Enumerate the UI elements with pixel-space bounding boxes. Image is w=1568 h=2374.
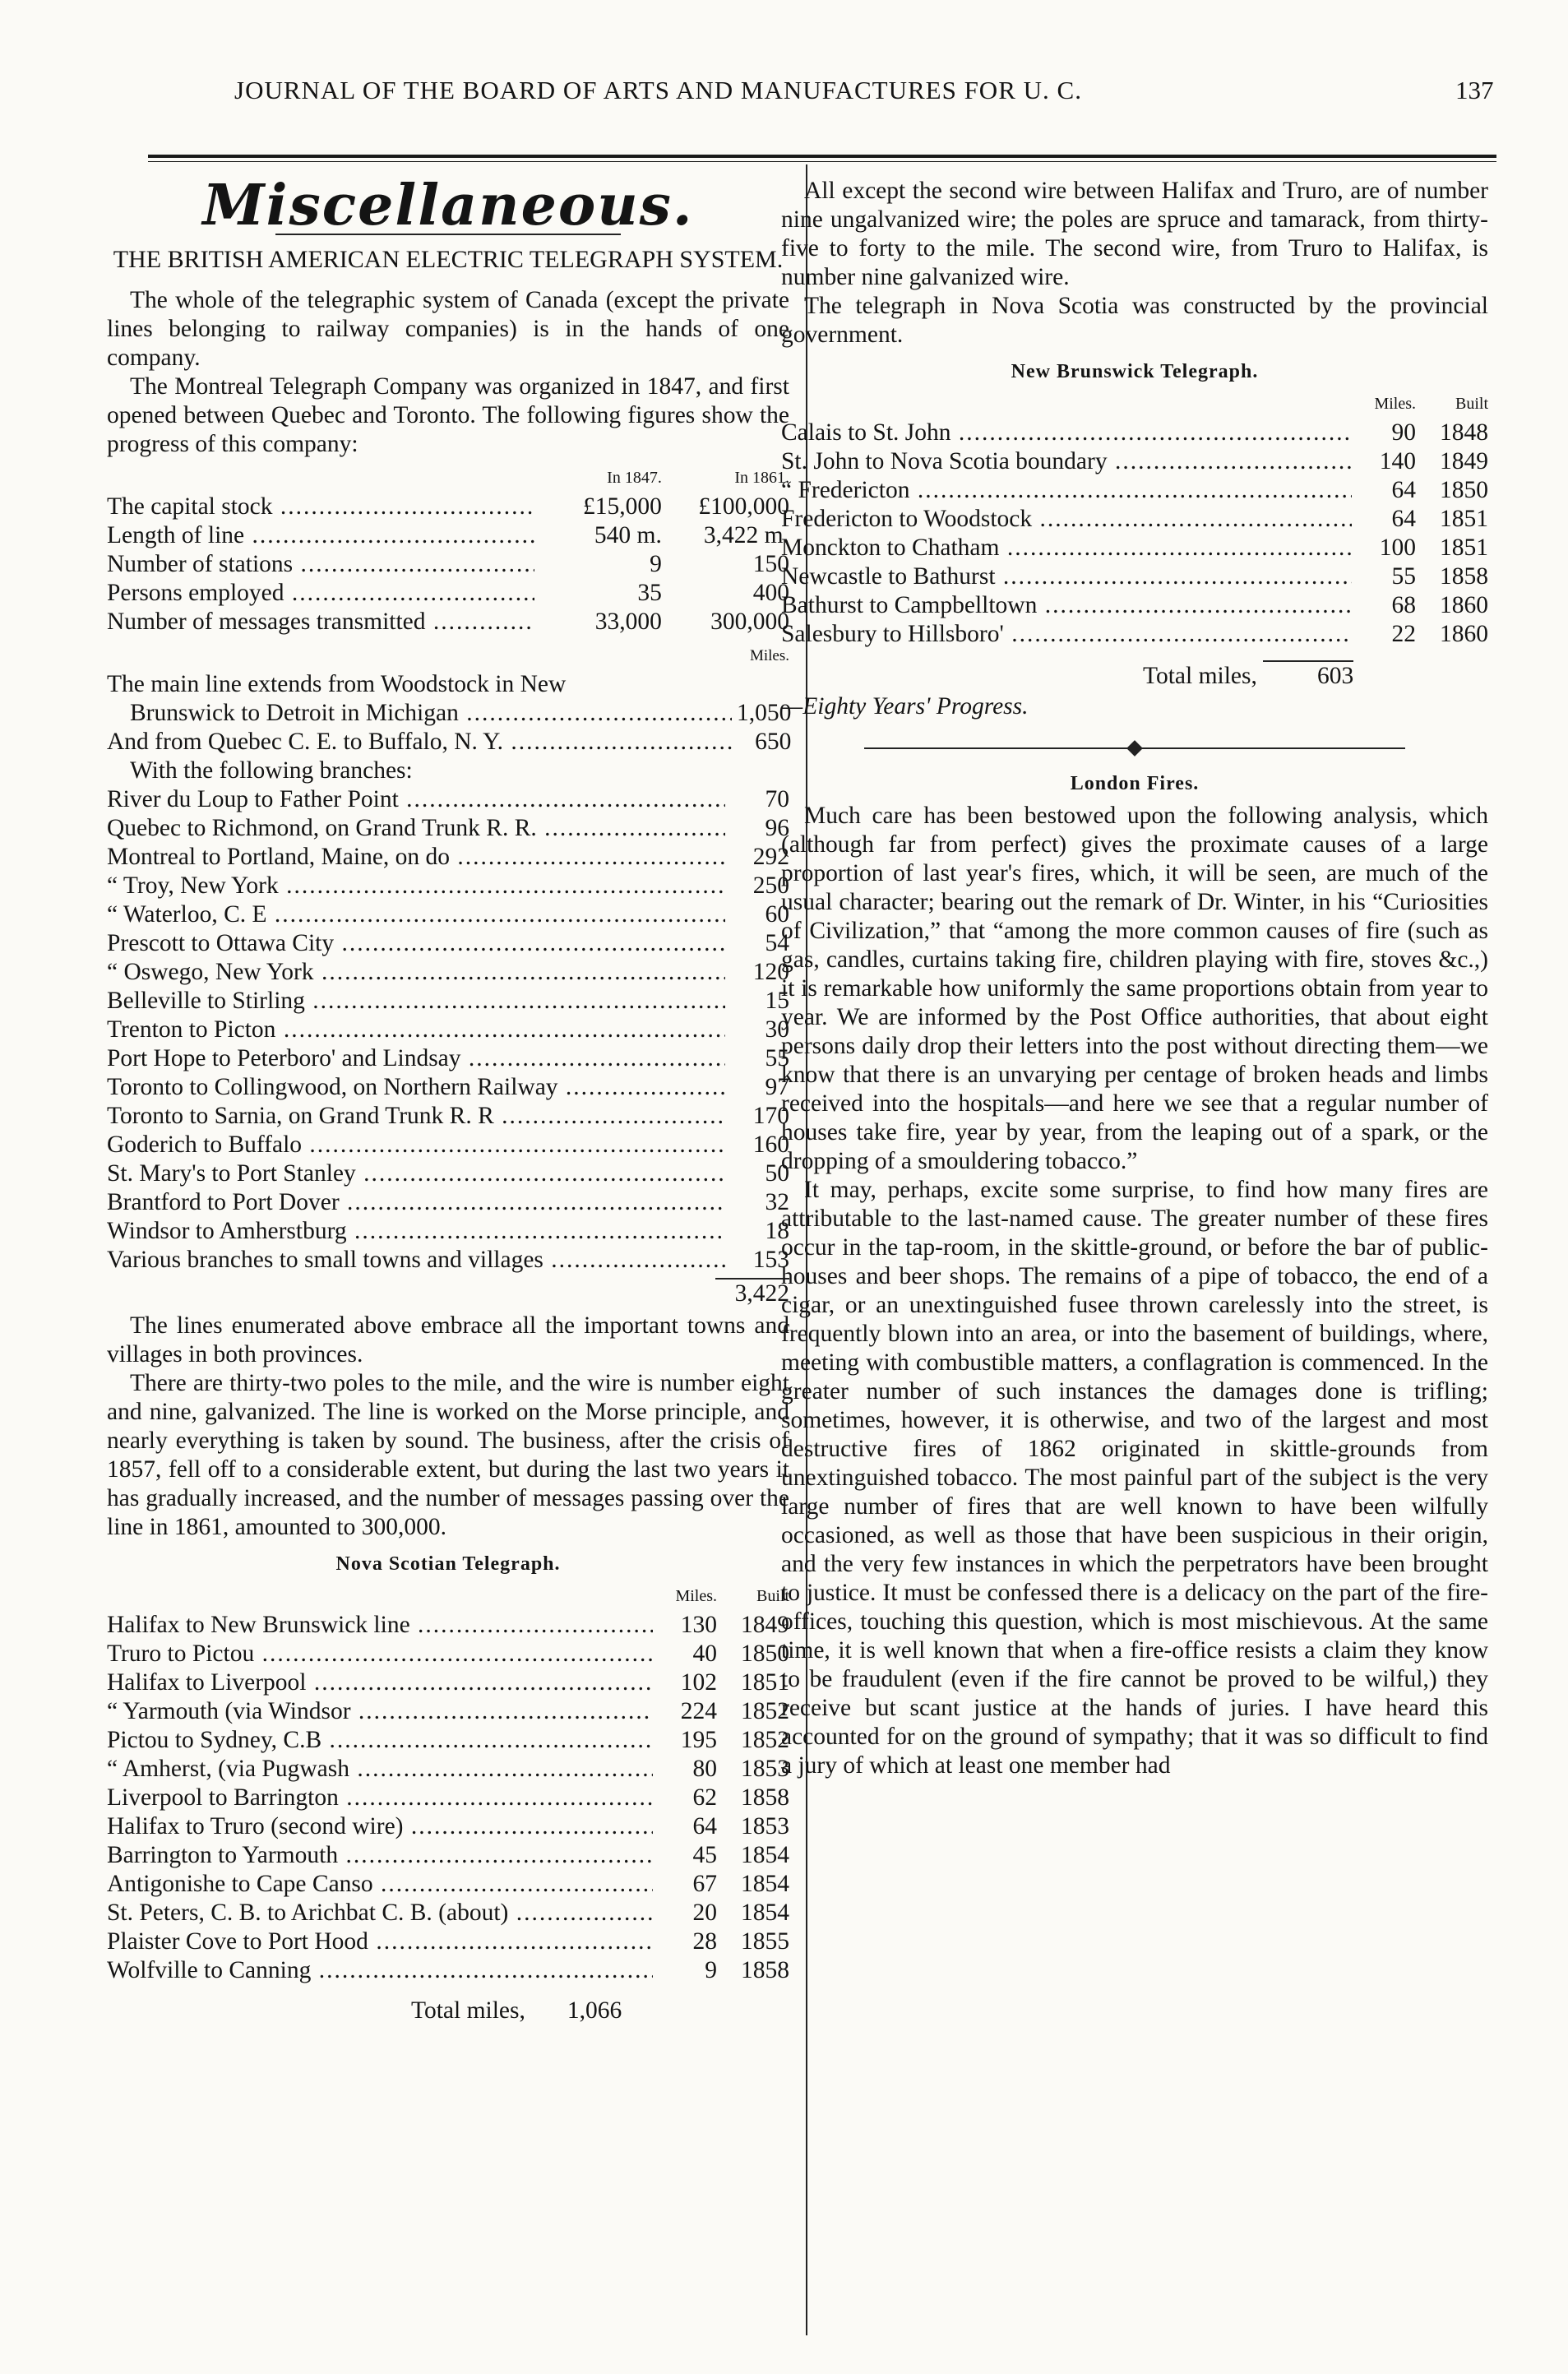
row-miles: 62: [692, 1784, 717, 1811]
nova-scotia-table: [107, 1582, 789, 1985]
row-label: Trenton to Picton: [107, 1016, 276, 1043]
col-head-miles: Miles.: [675, 1587, 717, 1605]
row-built: 1860: [1440, 592, 1488, 618]
row-miles: 45: [692, 1842, 717, 1868]
table-row: [107, 1016, 789, 1044]
row-miles: 100: [1379, 534, 1416, 561]
row-built: 1849: [741, 1612, 789, 1638]
row-label: “ Fredericton: [781, 477, 910, 503]
row-label: “ Waterloo, C. E: [107, 901, 267, 928]
row-built: 1851: [1440, 534, 1488, 561]
fires-paragraph-1: Much care has been bestowed upon the following analysis, which (although far from perfect) gives the proximate causes of a large proportion of last year's fires, which, it will be seen, are much of the usual character; bearing out the remark of Dr. Winter, in his “Curiosities of Civilization,” that “among the more common causes of fire (such as gas, candles, curtains taking fire, children playing with fire, stoves &c.,) it is remarkable how uniformly the same proportions obtain from year to year. We are informed by the Post Office authorities, that about eight persons daily drop their letters into the post without directing them—we know that there is an unvarying per centage of broken heads and limbs received into the hospitals—and here we see that a regular number of houses take fire, year by year, from the leaping out of a spark, or the dropping of a smouldering tobacco.”: [781, 803, 1488, 1174]
table-row: [107, 1073, 789, 1102]
table-row: [107, 1044, 789, 1073]
branches-total: 3,422: [715, 1278, 789, 1308]
row-miles: 15: [765, 988, 789, 1014]
row-label: Barrington to Yarmouth: [107, 1842, 339, 1868]
nb-total-row: [781, 660, 1488, 691]
government-paragraph: The telegraph in Nova Scotia was constructed by the provincial government.: [781, 293, 1488, 348]
row-miles: 22: [1391, 621, 1416, 647]
table-row: [107, 579, 789, 608]
row-miles: 60: [765, 901, 789, 928]
row-miles: 1,050: [737, 700, 792, 726]
row-label: St. Mary's to Port Stanley: [107, 1160, 356, 1187]
new-brunswick-title: New Brunswick Telegraph.: [1011, 361, 1259, 382]
table-row: [107, 814, 789, 843]
row-miles: 64: [692, 1813, 717, 1840]
table-row: [107, 1841, 789, 1870]
source-credit: —Eighty Years' Progress.: [781, 693, 1029, 720]
row-built: 1853: [741, 1813, 789, 1840]
row-miles: 67: [692, 1871, 717, 1897]
branches-table: [107, 785, 789, 1275]
table-row: [781, 419, 1488, 447]
row-label: Salesbury to Hillsboro': [781, 621, 1004, 647]
ns-total: 1,066: [567, 1997, 622, 2024]
row-miles: 64: [1391, 506, 1416, 532]
col-head-built: Built: [1455, 395, 1488, 413]
section-divider: [781, 733, 1488, 761]
table-row: [107, 1159, 789, 1188]
row-built: 1848: [1440, 419, 1488, 446]
table-row: [107, 493, 789, 521]
col-head-miles: Miles.: [1374, 395, 1416, 413]
row-label: Quebec to Richmond, on Grand Trunk R. R.: [107, 815, 537, 841]
row-miles: 20: [692, 1900, 717, 1926]
row-label: Liverpool to Barrington: [107, 1784, 339, 1811]
value-1847: 33,000: [594, 609, 662, 635]
row-label: Newcastle to Bathurst: [781, 563, 996, 590]
header-rule: [148, 155, 1496, 158]
row-built: 1853: [741, 1756, 789, 1782]
row-label: “ Amherst, (via Pugwash: [107, 1756, 349, 1782]
value-1861: 3,422 m.: [703, 522, 789, 548]
intro-paragraph: The whole of the telegraphic system of Canada (except the private lines belonging to railway companies) is in the hands of one company.: [107, 287, 789, 371]
table-row: [781, 562, 1488, 591]
main-line-text: The main line extends from Woodstock in New: [107, 671, 567, 697]
nova-scotia-table-head: [107, 1582, 789, 1611]
row-built: 1852: [741, 1698, 789, 1724]
table-row: [107, 958, 789, 987]
table-row: [107, 900, 789, 929]
row-built: 1858: [741, 1784, 789, 1811]
value-1847: 35: [637, 580, 662, 606]
row-label: Plaister Cove to Port Hood: [107, 1928, 368, 1955]
value-1861: 150: [752, 551, 789, 577]
row-miles: 18: [765, 1218, 789, 1244]
table-row: [781, 534, 1488, 562]
row-miles: 102: [680, 1669, 717, 1696]
value-1861: 400: [752, 580, 789, 606]
row-label: Goderich to Buffalo: [107, 1131, 303, 1158]
row-label: And from Quebec C. E. to Buffalo, N. Y.: [107, 729, 504, 755]
row-label: Bathurst to Campbelltown: [781, 592, 1038, 618]
header-rule-thin: [148, 161, 1496, 162]
row-miles: 90: [1391, 419, 1416, 446]
row-label: Antigonishe to Cape Canso: [107, 1871, 373, 1897]
table-row: [107, 1899, 789, 1927]
row-miles: 97: [765, 1074, 789, 1100]
table-row: [781, 447, 1488, 476]
table-row: [107, 1784, 789, 1812]
page-number: 137: [1455, 76, 1494, 104]
table-row: [107, 1640, 789, 1668]
row-label: Halifax to Liverpool: [107, 1669, 307, 1696]
table-row: [107, 872, 789, 900]
table-row: [781, 620, 1488, 649]
progress-table: [107, 464, 789, 636]
table-row: [107, 929, 789, 958]
row-label: Windsor to Amherstburg: [107, 1218, 347, 1244]
row-miles: 96: [765, 815, 789, 841]
table-row: [107, 699, 791, 728]
row-miles: 140: [1379, 448, 1416, 474]
row-miles: 70: [765, 786, 789, 812]
row-miles: 160: [752, 1131, 789, 1158]
row-built: 1858: [741, 1957, 789, 1983]
row-built: 1858: [1440, 563, 1488, 590]
row-label: Port Hope to Peterboro' and Lindsay: [107, 1045, 461, 1071]
row-label: Number of messages transmitted: [107, 609, 426, 635]
branches-total-wrap: [107, 1278, 789, 1308]
row-built: 1854: [741, 1900, 789, 1926]
miles-head: Miles.: [749, 647, 789, 664]
table-row: [107, 1217, 789, 1246]
row-built: 1851: [741, 1669, 789, 1696]
row-miles: 130: [680, 1612, 717, 1638]
row-miles: 153: [752, 1247, 789, 1273]
running-head: JOURNAL OF THE BOARD OF ARTS AND MANUFACTURES FOR U. C.: [234, 76, 1082, 104]
nb-total: 603: [1263, 660, 1353, 691]
nb-total-label: Total miles,: [1143, 663, 1257, 689]
row-label: Prescott to Ottawa City: [107, 930, 335, 956]
table-row: [107, 1927, 789, 1956]
table-row: [781, 476, 1488, 505]
row-label: “ Troy, New York: [107, 872, 279, 899]
col-head-1861: In 1861.: [734, 469, 789, 487]
table-row: [107, 1812, 789, 1841]
table-row: [107, 1131, 789, 1159]
row-miles: 650: [755, 729, 792, 755]
row-label: Pictou to Sydney, C.B: [107, 1727, 322, 1753]
progress-table-head: [107, 464, 789, 493]
row-miles: 64: [1391, 477, 1416, 503]
row-miles: 250: [752, 872, 789, 899]
row-miles: 50: [765, 1160, 789, 1187]
table-row: [107, 785, 789, 814]
row-label: Halifax to New Brunswick line: [107, 1612, 410, 1638]
row-miles: 40: [692, 1641, 717, 1667]
row-miles: 195: [680, 1727, 717, 1753]
table-row: [107, 1726, 789, 1755]
row-miles: 55: [1391, 563, 1416, 590]
row-label: Various branches to small towns and villages: [107, 1247, 543, 1273]
table-row: [781, 505, 1488, 534]
row-label: “ Yarmouth (via Windsor: [107, 1698, 351, 1724]
table-row: [107, 1697, 789, 1726]
row-label: Halifax to Truro (second wire): [107, 1813, 404, 1840]
right-column: [781, 177, 1488, 1780]
value-1861: 300,000: [710, 609, 789, 635]
row-label: Montreal to Portland, Maine, on do: [107, 844, 451, 870]
row-miles: 28: [692, 1928, 717, 1955]
value-1847: £15,000: [582, 493, 662, 520]
table-row: [107, 1188, 789, 1217]
new-brunswick-table: [781, 390, 1488, 649]
value-1861: £100,000: [698, 493, 789, 520]
wire-paragraph: All except the second wire between Halifax and Truro, are of number nine ungalvanized wire; the poles are spruce and tamarack, from thirty-five to forty to the mile. The second wire, from Truro to Halifax, is number nine galvanized wire.: [781, 178, 1488, 290]
page-header: [45, 33, 1525, 107]
row-miles: 32: [765, 1189, 789, 1215]
new-brunswick-table-head: [781, 390, 1488, 419]
row-miles: 9: [705, 1957, 717, 1983]
fires-title: London Fires.: [1070, 773, 1200, 794]
table-row: [107, 608, 789, 636]
col-head-1847: In 1847.: [607, 469, 662, 487]
table-row: [107, 987, 789, 1016]
row-label: Belleville to Stirling: [107, 988, 305, 1014]
table-row: [107, 1611, 789, 1640]
row-built: 1849: [1440, 448, 1488, 474]
poles-paragraph: There are thirty-two poles to the mile, and the wire is number eight and nine, galvanized. The line is worked on the Morse principle, and nearly everything is taken by sound. The business, after the crisis of 1857, fell off to a considerable extent, but during the last two years it has gradually increased, and the number of messages passing over the line in 1861, amounted to 300,000.: [107, 1370, 789, 1540]
row-label: Persons employed: [107, 580, 284, 606]
left-column: [107, 173, 792, 2025]
row-label: Wolfville to Canning: [107, 1957, 312, 1983]
row-miles: 224: [680, 1698, 717, 1724]
row-built: 1860: [1440, 621, 1488, 647]
table-row: [107, 1246, 789, 1275]
value-1847: 540 m.: [594, 522, 662, 548]
intro-paragraph-2: The Montreal Telegraph Company was organized in 1847, and first opened between Quebec and Toronto. The following figures show the progress of this company:: [107, 373, 789, 457]
row-label: Toronto to Sarnia, on Grand Trunk R. R: [107, 1103, 494, 1129]
table-row: [781, 591, 1488, 620]
row-miles: 170: [752, 1103, 789, 1129]
row-built: 1854: [741, 1871, 789, 1897]
value-1847: 9: [650, 551, 662, 577]
journal-page: [45, 33, 1525, 2344]
table-row: [107, 521, 789, 550]
row-label: Brantford to Port Dover: [107, 1189, 340, 1215]
row-label: Truro to Pictou: [107, 1641, 255, 1667]
row-built: 1855: [741, 1928, 789, 1955]
row-built: 1852: [741, 1727, 789, 1753]
row-label: “ Oswego, New York: [107, 959, 314, 985]
table-row: [107, 843, 789, 872]
table-row: [107, 728, 791, 757]
article-title: THE BRITISH AMERICAN ELECTRIC TELEGRAPH SYSTEM.: [113, 246, 784, 273]
branches-intro: With the following branches:: [130, 757, 413, 784]
row-label: Calais to St. John: [781, 419, 951, 446]
row-label: Length of line: [107, 522, 245, 548]
ns-total-row: [107, 1997, 789, 2025]
lines-paragraph: The lines enumerated above embrace all the important towns and villages in both provinces.: [107, 1312, 789, 1367]
row-label: The capital stock: [107, 493, 273, 520]
col-head-built: Built: [756, 1587, 789, 1605]
row-built: 1850: [1440, 477, 1488, 503]
row-label: River du Loup to Father Point: [107, 786, 399, 812]
fires-paragraph-2: It may, perhaps, excite some surprise, to find how many fires are attributable to the last-named cause. The greater number of these fires occur in the tap-room, in the skittle-ground, or before the bar of public-houses and beer shops. The remains of a pipe of tobacco, the end of a cigar, or an unextinguished fusee thrown carelessly into the street, is frequently blown into an area, or into the basement of buildings, where, meeting with combustible matters, a conflagration is commenced. In the greater number of such instances the damages done is trifling; sometimes, however, it is otherwise, and two of the largest and most destructive fires of 1862 originated in skittle-grounds from unextinguished tobacco. The most painful part of the subject is the very large number of fires that are well known to have been wilfully occasioned, as well as those that have been suspicious in their origin, and the very few instances in which the perpetrators have been brought to justice. It must be confessed there is a delicacy on the part of the fire-offices, touching this question, which is most mischievous. At the same time, it is well known that when a fire-office resists a claim they know to be fraudulent (even if the fire cannot be proved to be wilful,) they receive but scant justice at the hands of juries. I have heard this accounted for on the ground of sympathy; that it was so difficult to find a jury of which at least one member had: [781, 1177, 1488, 1779]
row-built: 1851: [1440, 506, 1488, 532]
ns-total-label: Total miles,: [411, 1997, 525, 2024]
row-built: 1850: [741, 1641, 789, 1667]
section-title: Miscellaneous.: [202, 173, 694, 238]
row-miles: 55: [765, 1045, 789, 1071]
table-row: [107, 550, 789, 579]
main-line-table: [107, 699, 791, 757]
row-label: Monckton to Chatham: [781, 534, 1000, 561]
row-label: Brunswick to Detroit in Michigan: [130, 700, 459, 726]
row-miles: 80: [692, 1756, 717, 1782]
row-label: Number of stations: [107, 551, 294, 577]
table-row: [107, 1102, 789, 1131]
table-row: [107, 1870, 789, 1899]
table-row: [107, 1956, 789, 1985]
row-label: Toronto to Collingwood, on Northern Railway: [107, 1074, 558, 1100]
row-miles: 120: [752, 959, 789, 985]
table-row: [107, 1668, 789, 1697]
table-row: [107, 1755, 789, 1784]
row-label: Fredericton to Woodstock: [781, 506, 1033, 532]
row-miles: 30: [765, 1016, 789, 1043]
nova-scotia-title: Nova Scotian Telegraph.: [335, 1553, 561, 1575]
row-miles: 68: [1391, 592, 1416, 618]
row-label: St. Peters, C. B. to Arichbat C. B. (about): [107, 1900, 509, 1926]
row-miles: 54: [765, 930, 789, 956]
row-miles: 292: [752, 844, 789, 870]
row-label: St. John to Nova Scotia boundary: [781, 448, 1108, 474]
row-built: 1854: [741, 1842, 789, 1868]
